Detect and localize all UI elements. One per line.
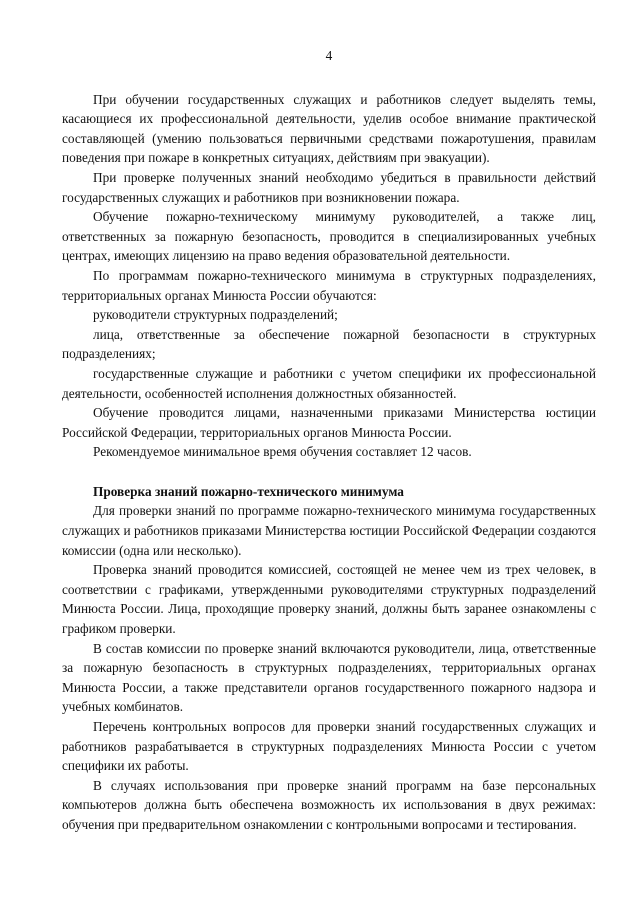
list-item-civil-servants: государственные служащие и работники с учетом специфики их профессиональной деятельности, особенностей исполнения должностных обязанностей. — [62, 365, 596, 401]
paragraph-computer-testing: В случаях использования при проверке знаний программ на базе персональных компьютеров должна быть обеспечена возможность их использования в двух режимах: обучения при предварительном ознакомлении с контрольными вопросами и тестирования. — [62, 777, 596, 832]
paragraph-training-topics: При обучении государственных служащих и работников следует выделять темы, касающиеся их профессиональной деятельности, уделив особое внимание практической составляющей (умению пользоваться первичными средствами пожаротушения, правилам поведения при пожаре в конкретных ситуациях, действиям при эвакуации). — [62, 91, 596, 166]
paragraph-commission-members: В состав комиссии по проверке знаний включаются руководители, лица, ответственные за пожарную безопасность в структурных подразделениях, территориальных органах Минюста России, а также представители органов государственного пожарного надзора и учебных комбинатов. — [62, 640, 596, 715]
paragraph-knowledge-check: При проверке полученных знаний необходимо убедиться в правильности действий государственных служащих и работников при возникновении пожара. — [62, 169, 596, 205]
paragraph-trainers: Обучение проводится лицами, назначенными приказами Министерства юстиции Российской Федерации, территориальных органов Минюста России. — [62, 405, 596, 440]
list-item-responsible-persons: лица, ответственные за обеспечение пожарной безопасности в структурных подразделениях; — [62, 326, 596, 362]
paragraph-programs-intro: По программам пожарно-технического минимума в структурных подразделениях, территориальных органах Минюста России обучаются: — [62, 267, 596, 303]
paragraph-commission-composition-count: Проверка знаний проводится комиссией, состоящей не менее чем из трех человек, в соответствии с графиками, утвержденными руководителями структурных подразделений Минюста России. Лица, проходящие проверку знаний, должны быть заранее ознакомлены с графиком проверки. — [62, 562, 596, 637]
section-gap — [62, 462, 596, 482]
section-heading: Проверка знаний пожарно-технического минимума — [93, 483, 404, 499]
paragraph-training-time: Рекомендуемое минимальное время обучения составляет 12 часов. — [93, 444, 472, 460]
paragraph-commissions: Для проверки знаний по программе пожарно-технического минимума государственных служащих и работников приказами Министерства юстиции Российской Федерации создаются комиссии (одна или несколько). — [62, 503, 596, 558]
list-item-managers: руководители структурных подразделений; — [93, 307, 338, 323]
paragraph-managers-training: Обучение пожарно-техническому минимуму руководителей, а также лиц, ответственных за пожарную безопасность, проводится в специализированных учебных центрах, имеющих лицензию на право ведения образовательной деятельности. — [62, 209, 596, 264]
paragraph-control-questions: Перечень контрольных вопросов для проверки знаний государственных служащих и работников разрабатывается в структурных подразделениях Минюста России с учетом специфики их работы. — [62, 719, 596, 774]
page-number: 4 — [325, 48, 333, 63]
